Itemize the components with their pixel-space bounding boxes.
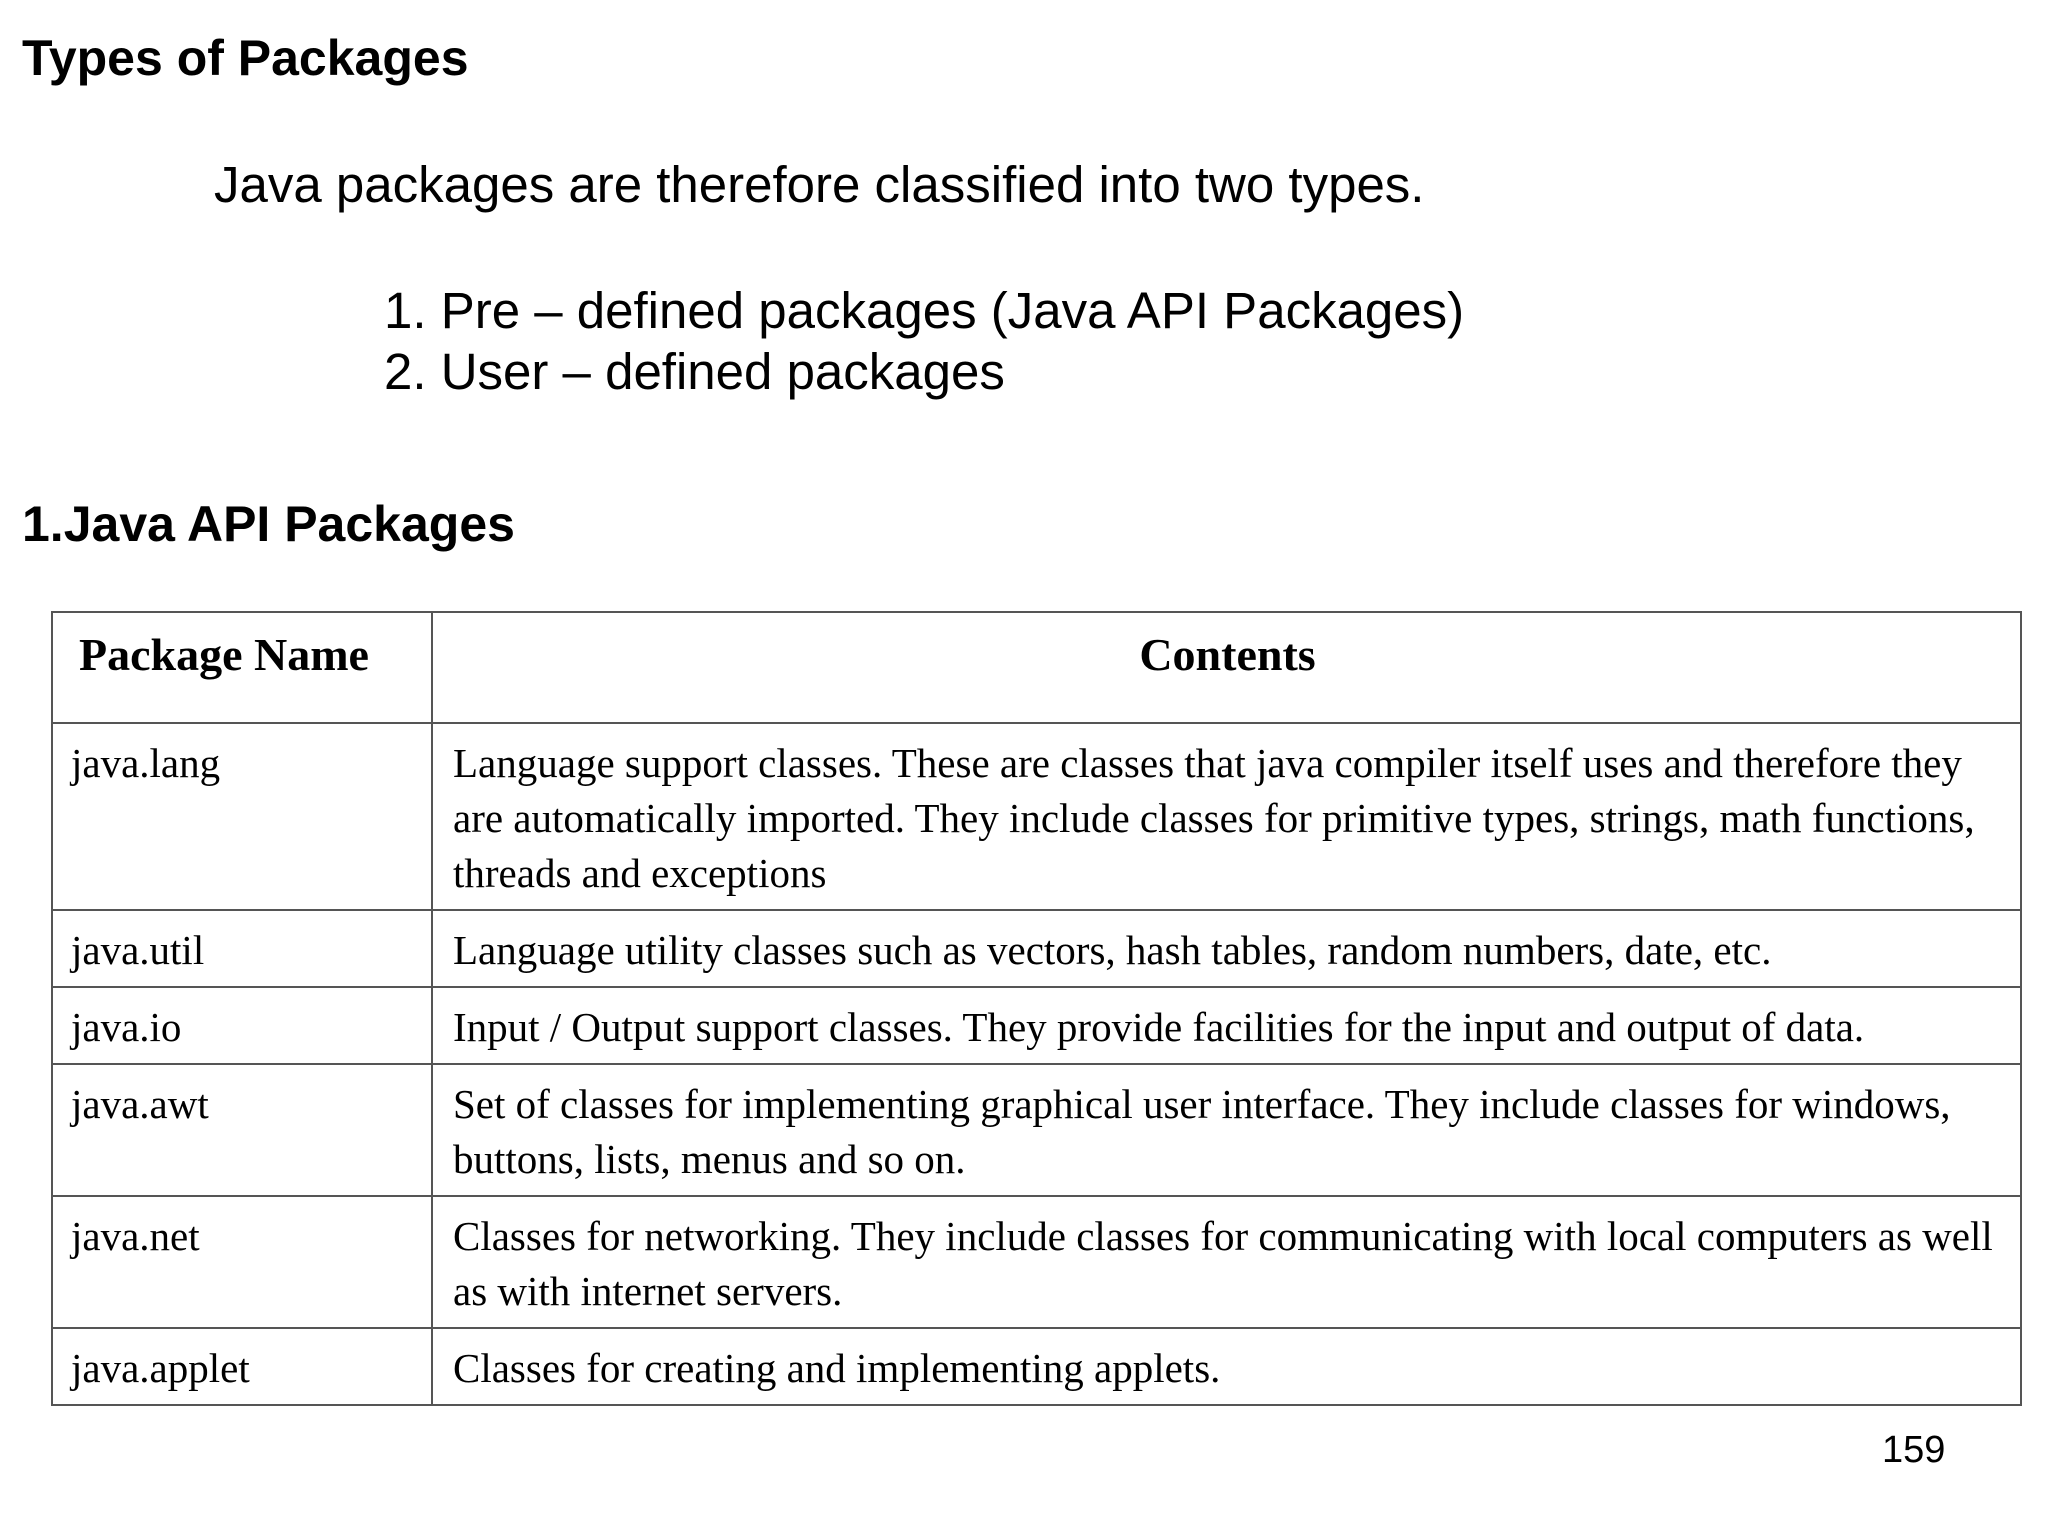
package-contents-cell: Input / Output support classes. They provide facilities for the input and output of data.: [432, 987, 2021, 1064]
table-row: [52, 1328, 2021, 1405]
package-type-item: 2. User – defined packages: [384, 343, 1005, 400]
packages-table: [51, 611, 2022, 1406]
package-name-cell: java.applet: [52, 1328, 432, 1405]
page-number: 159: [1882, 1429, 1946, 1471]
table-row: [52, 987, 2021, 1064]
table-row: [52, 1196, 2021, 1328]
package-type-item: 1. Pre – defined packages (Java API Packages): [384, 282, 1465, 339]
package-contents-cell: Language utility classes such as vectors, hash tables, random numbers, date, etc.: [432, 910, 2021, 987]
column-header-contents: Contents: [432, 612, 2021, 723]
package-name-cell: java.util: [52, 910, 432, 987]
package-name-cell: java.awt: [52, 1064, 432, 1196]
package-contents-cell: Classes for creating and implementing applets.: [432, 1328, 2021, 1405]
section-heading: 1.Java API Packages: [22, 496, 515, 552]
package-contents-cell: Classes for networking. They include classes for communicating with local computers as well as with internet servers.: [432, 1196, 2021, 1328]
table-row: [52, 1064, 2021, 1196]
table-row: [52, 910, 2021, 987]
table-row: [52, 723, 2021, 910]
page-title: Types of Packages: [22, 30, 469, 86]
package-types-list: [384, 280, 1464, 402]
package-name-cell: java.io: [52, 987, 432, 1064]
table-header-row: [52, 612, 2021, 723]
package-name-cell: java.lang: [52, 723, 432, 910]
package-contents-cell: Set of classes for implementing graphical user interface. They include classes for windows, buttons, lists, menus and so on.: [432, 1064, 2021, 1196]
package-name-cell: java.net: [52, 1196, 432, 1328]
column-header-package-name: Package Name: [52, 612, 432, 723]
package-contents-cell: Language support classes. These are classes that java compiler itself uses and therefore they are automatically imported. They include classes for primitive types, strings, math functions, threads and exceptions: [432, 723, 2021, 910]
intro-text: Java packages are therefore classified into two types.: [214, 156, 1425, 213]
